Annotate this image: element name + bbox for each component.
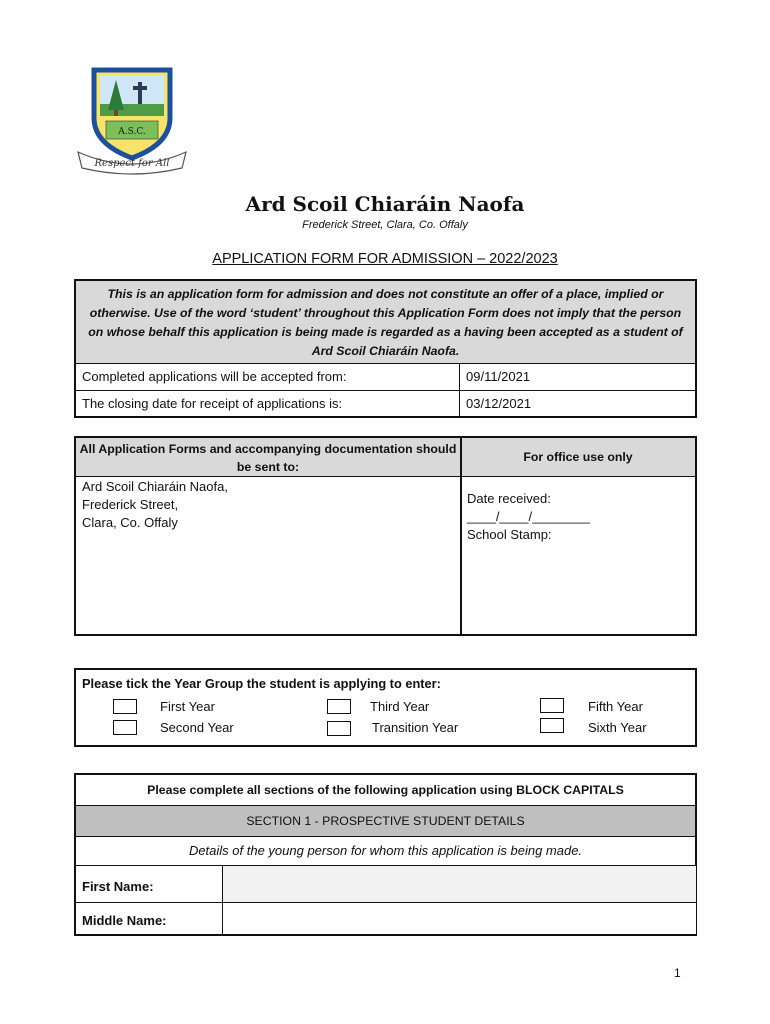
address-line: Clara, Co. Offaly bbox=[82, 515, 178, 530]
school-address: Frederick Street, Clara, Co. Offaly bbox=[302, 219, 468, 231]
accepted-from-value: 09/11/2021 bbox=[466, 369, 531, 384]
transition-year-label: Transition Year bbox=[372, 720, 459, 735]
first-name-input[interactable] bbox=[222, 866, 696, 902]
form-title: APPLICATION FORM FOR ADMISSION – 2022/2023 bbox=[212, 251, 558, 267]
section-1-subtitle: Details of the young person for whom this application is being made. bbox=[188, 843, 583, 858]
page-number: 1 bbox=[674, 966, 681, 980]
crest-initials: A.S.C. bbox=[118, 127, 146, 137]
closing-date-value: 03/12/2021 bbox=[466, 396, 532, 411]
accepted-from-label: Completed applications will be accepted from: bbox=[82, 369, 347, 384]
school-name: Ard Scoil Chiaráin Naofa bbox=[245, 192, 525, 216]
accepted-from-row bbox=[76, 363, 695, 390]
date-received-field[interactable]: ____/____/________ bbox=[467, 509, 590, 524]
year-group-title: Please tick the Year Group the student is applying to enter: bbox=[82, 676, 441, 691]
year-group-section bbox=[74, 668, 697, 747]
office-use-area bbox=[467, 490, 590, 544]
second-year-checkbox[interactable] bbox=[113, 720, 137, 735]
address-line: Ard Scoil Chiaráin Naofa, bbox=[82, 479, 228, 494]
notice-text: This is an application form for admission and does not constitute an offer of a place, implied or otherwise. Use of the word ‘student’ throughout this Application Form does not imply that the person on whose behalf this application is being made is regarded as a having been accepted as a student of Ard Scoil Chiaráin Naofa. bbox=[76, 281, 695, 363]
first-year-checkbox[interactable] bbox=[113, 699, 137, 714]
first-year-label: First Year bbox=[160, 699, 215, 714]
first-name-label: First Name: bbox=[82, 879, 154, 894]
section-1-table bbox=[74, 773, 697, 936]
send-to-header: All Application Forms and accompanying documentation should be sent to: bbox=[76, 438, 460, 476]
school-stamp-label: School Stamp: bbox=[467, 527, 552, 542]
fifth-year-checkbox[interactable] bbox=[540, 698, 564, 713]
office-use-header: For office use only bbox=[461, 438, 695, 476]
closing-date-row bbox=[76, 390, 695, 417]
section-1-title: SECTION 1 - PROSPECTIVE STUDENT DETAILS bbox=[76, 806, 695, 836]
school-crest-logo bbox=[72, 66, 192, 178]
sixth-year-checkbox[interactable] bbox=[540, 718, 564, 733]
date-received-label: Date received: bbox=[467, 491, 551, 506]
middle-name-input[interactable] bbox=[222, 903, 696, 934]
middle-name-label: Middle Name: bbox=[82, 913, 167, 928]
closing-date-label: The closing date for receipt of applications is: bbox=[82, 396, 343, 411]
address-line: Frederick Street, bbox=[82, 497, 179, 512]
send-to-table bbox=[74, 436, 697, 636]
second-year-label: Second Year bbox=[160, 720, 234, 735]
crest-motto: Respect for All bbox=[94, 158, 170, 169]
block-capitals-instruction: Please complete all sections of the following application using BLOCK CAPITALS bbox=[147, 783, 624, 797]
notice-table bbox=[74, 279, 697, 418]
sixth-year-label: Sixth Year bbox=[588, 720, 647, 735]
third-year-checkbox[interactable] bbox=[327, 699, 351, 714]
school-postal-address bbox=[82, 478, 228, 532]
fifth-year-label: Fifth Year bbox=[588, 699, 643, 714]
third-year-label: Third Year bbox=[370, 699, 430, 714]
transition-year-checkbox[interactable] bbox=[327, 721, 351, 736]
